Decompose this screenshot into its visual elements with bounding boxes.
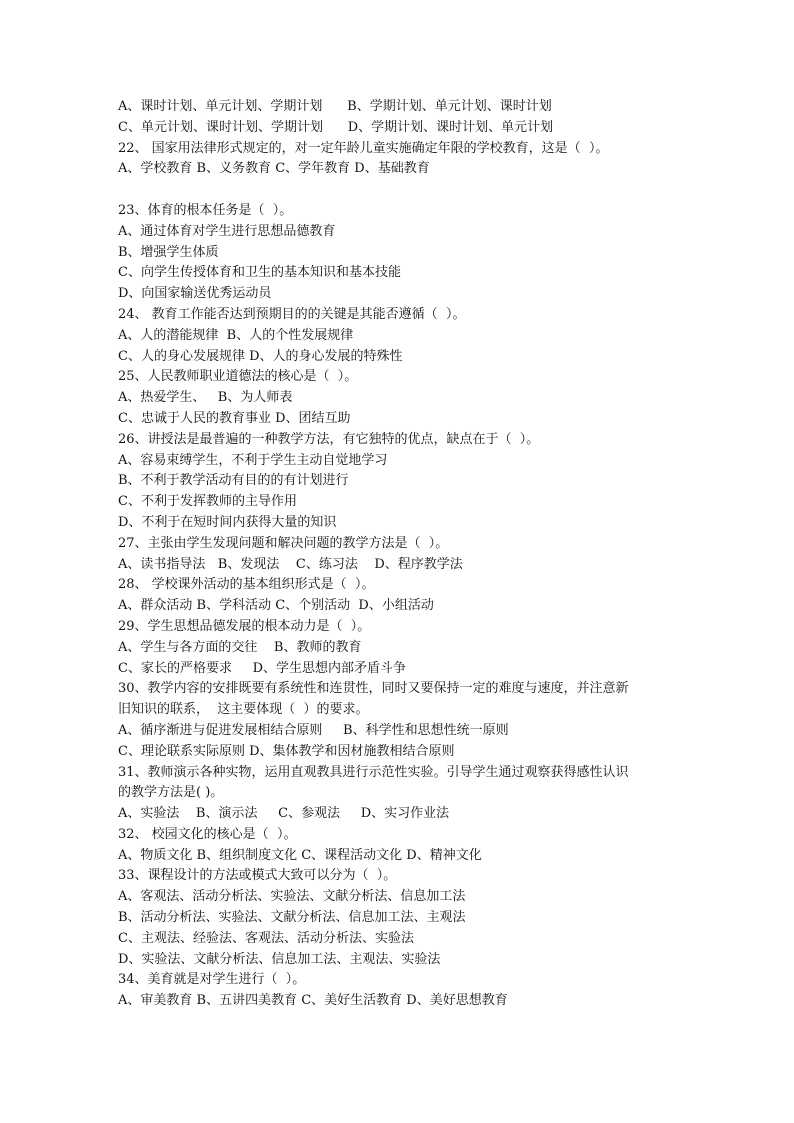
text-line: C、单元计划、课时计划、学期计划 D、学期计划、课时计划、单元计划	[118, 119, 554, 135]
text-line: 33、课程设计的方法或模式大致可以分为（ ）。	[118, 868, 397, 884]
text-line: A、学生与各方面的交往 B、教师的教育	[118, 639, 362, 655]
text-line: A、学校教育 B、义务教育 C、学年教育 D、基础教育	[118, 161, 430, 177]
text-line: 24、 教育工作能否达到预期目的的关键是其能否遵循（ ）。	[118, 306, 466, 322]
text-line: 旧知识的联系， 这主要体现（ ）的要求。	[118, 702, 369, 718]
text-line: C、主观法、经验法、客观法、活动分析法、实验法	[118, 930, 414, 946]
text-line: 30、教学内容的安排既要有系统性和连贯性，同时又要保持一定的难度与速度，并注意新	[118, 681, 629, 697]
text-line: A、循序渐进与促进发展相结合原则 B、科学性和思想性统一原则	[118, 722, 509, 738]
text-line: 23、体育的根本任务是（ ）。	[118, 202, 293, 218]
text-line: C、忠诚于人民的教育事业 D、团结互助	[118, 410, 351, 426]
text-line: A、人的潜能规律 B、人的个性发展规律	[118, 327, 354, 343]
document-body	[118, 97, 678, 1012]
text-line: 25、人民教师职业道德法的核心是（ ）。	[118, 369, 358, 385]
text-line: A、审美教育 B、五讲四美教育 C、美好生活教育 D、美好思想教育	[118, 993, 508, 1009]
text-line: C、家长的严格要求 D、学生思想内部矛盾斗争	[118, 660, 407, 676]
text-line: A、容易束缚学生，不利于学生主动自觉地学习	[118, 452, 388, 468]
text-line: D、不利于在短时间内获得大量的知识	[118, 514, 337, 530]
text-line: 32、 校园文化的核心是（ ）。	[118, 826, 297, 842]
text-line: C、向学生传授体育和卫生的基本知识和基本技能	[118, 265, 401, 281]
text-line: C、不利于发挥教师的主导作用	[118, 494, 297, 510]
text-line: 29、学生思想品德发展的根本动力是（ ）。	[118, 618, 371, 634]
text-line: D、向国家输送优秀运动员	[118, 286, 272, 302]
text-line: B、活动分析法、实验法、文献分析法、信息加工法、主观法	[118, 910, 466, 926]
text-line: 26、讲授法是最普遍的一种教学方法，有它独特的优点，缺点在于（ ）。	[118, 431, 540, 447]
text-line: 的教学方法是( )。	[118, 785, 224, 801]
text-line: B、增强学生体质	[118, 244, 219, 260]
text-line: A、课时计划、单元计划、学期计划 B、学期计划、单元计划、课时计划	[118, 99, 552, 114]
text-line: D、实验法、文献分析法、信息加工法、主观法、实验法	[118, 951, 441, 967]
text-line: A、读书指导法 B、发现法 C、练习法 D、程序教学法	[118, 556, 463, 572]
text-line: A、通过体育对学生进行思想品德教育	[118, 223, 336, 239]
text-line: 28、 学校课外活动的基本组织形式是（ ）。	[118, 577, 375, 593]
blank-line	[118, 180, 678, 201]
text-line: A、热爱学生、 B、为人师表	[118, 390, 293, 406]
text-line: 34、美育就是对学生进行（ ）。	[118, 972, 306, 988]
text-line: C、人的身心发展规律 D、人的身心发展的特殊性	[118, 348, 403, 364]
text-line: A、实验法 B、演示法 C、参观法 D、实习作业法	[118, 806, 450, 822]
text-line: A、客观法、活动分析法、实验法、文献分析法、信息加工法	[118, 889, 466, 905]
text-line: 27、主张由学生发现问题和解决问题的教学方法是（ ）。	[118, 535, 449, 551]
text-line: A、物质文化 B、组织制度文化 C、课程活动文化 D、精神文化	[118, 847, 482, 863]
text-line: B、不利于教学活动有目的的有计划进行	[118, 473, 349, 489]
text-line: 31、教师演示各种实物，运用直观教具进行示范性实验。引导学生通过观察获得感性认识	[118, 764, 629, 780]
text-line: A、群众活动 B、学科活动 C、个别活动 D、小组活动	[118, 598, 434, 614]
text-line: C、理论联系实际原则 D、集体教学和因材施教相结合原则	[118, 743, 455, 759]
text-line: 22、 国家用法律形式规定的，对一定年龄儿童实施确定年限的学校教育，这是（ ）。	[118, 140, 609, 156]
